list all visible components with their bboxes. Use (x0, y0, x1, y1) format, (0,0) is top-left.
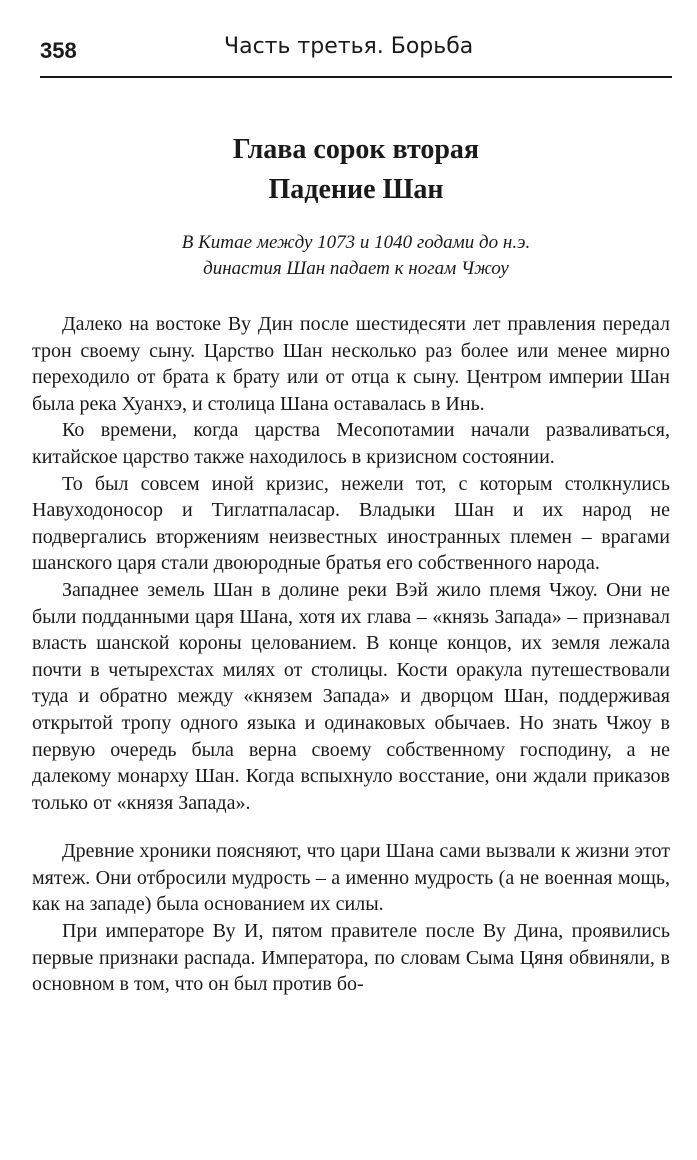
paragraph: Западнее земель Шан в долине реки Вэй жило племя Чжоу. Они не были подданными царя Шана, хотя их глава – «князь Запада» – признавал власть шанской короны целованием. В конце концов, их земля лежала почти в четырехстах милях от столицы. Кости оракула путешествовали туда и обратно между «князем Запада» и дворцом Шан, поддерживая открытой тропу одного языка и одинаковых обычаев. Но знать Чжоу в первую очередь была верна своему собственному господину, а не далекому монарху Шан. Когда вспыхнуло восстание, они ждали приказов только от «князя Запада». (32, 578, 670, 814)
paragraph: Ко времени, когда царства Месопотамии начали разваливаться, китайское царство также находилось в кризисном состоянии. (32, 419, 670, 468)
paragraph: То был совсем иной кризис, нежели тот, с которым столкнулись Навуходоносор и Тиглатпаласар. Владыки Шан и их народ не подвергались вторжениям неизвестных иностранных племен – врагами шанского царя стали двоюродные братья его собственного народа. (32, 472, 670, 575)
chapter-subtitle: Падение Шан (268, 174, 444, 205)
paragraph: Далеко на востоке Ву Дин после шестидесяти лет правления передал трон своему сыну. Царство Шан несколько раз более или менее мирно переходило от брата к брату или от отца к сыну. Центром империи Шан была река Хуанхэ, и столица Шана оставалась в Инь. (32, 313, 670, 415)
epigraph-line-1: В Китае между 1073 и 1040 годами до н.э. (181, 232, 531, 253)
body-text (32, 311, 670, 998)
page-number: 358 (40, 38, 77, 63)
chapter-title: Глава сорок вторая (232, 134, 480, 165)
page-header (40, 34, 672, 74)
header-rule (40, 76, 672, 78)
running-title: Часть третья. Борьба (224, 34, 474, 59)
paragraph: Древние хроники поясняют, что цари Шана сами вызвали к жизни этот мятеж. Они отбросили мудрость – а именно мудрость (а не военная мощь, как на западе) была основанием их силы. (32, 840, 670, 916)
paragraph: При императоре Ву И, пятом правителе после Ву Дина, проявились первые признаки распада. Императора, по словам Сыма Цяня обвиняли, в основном в том, что он был против бо- (32, 920, 670, 996)
epigraph-line-2: династия Шан падает к ногам Чжоу (203, 258, 509, 279)
